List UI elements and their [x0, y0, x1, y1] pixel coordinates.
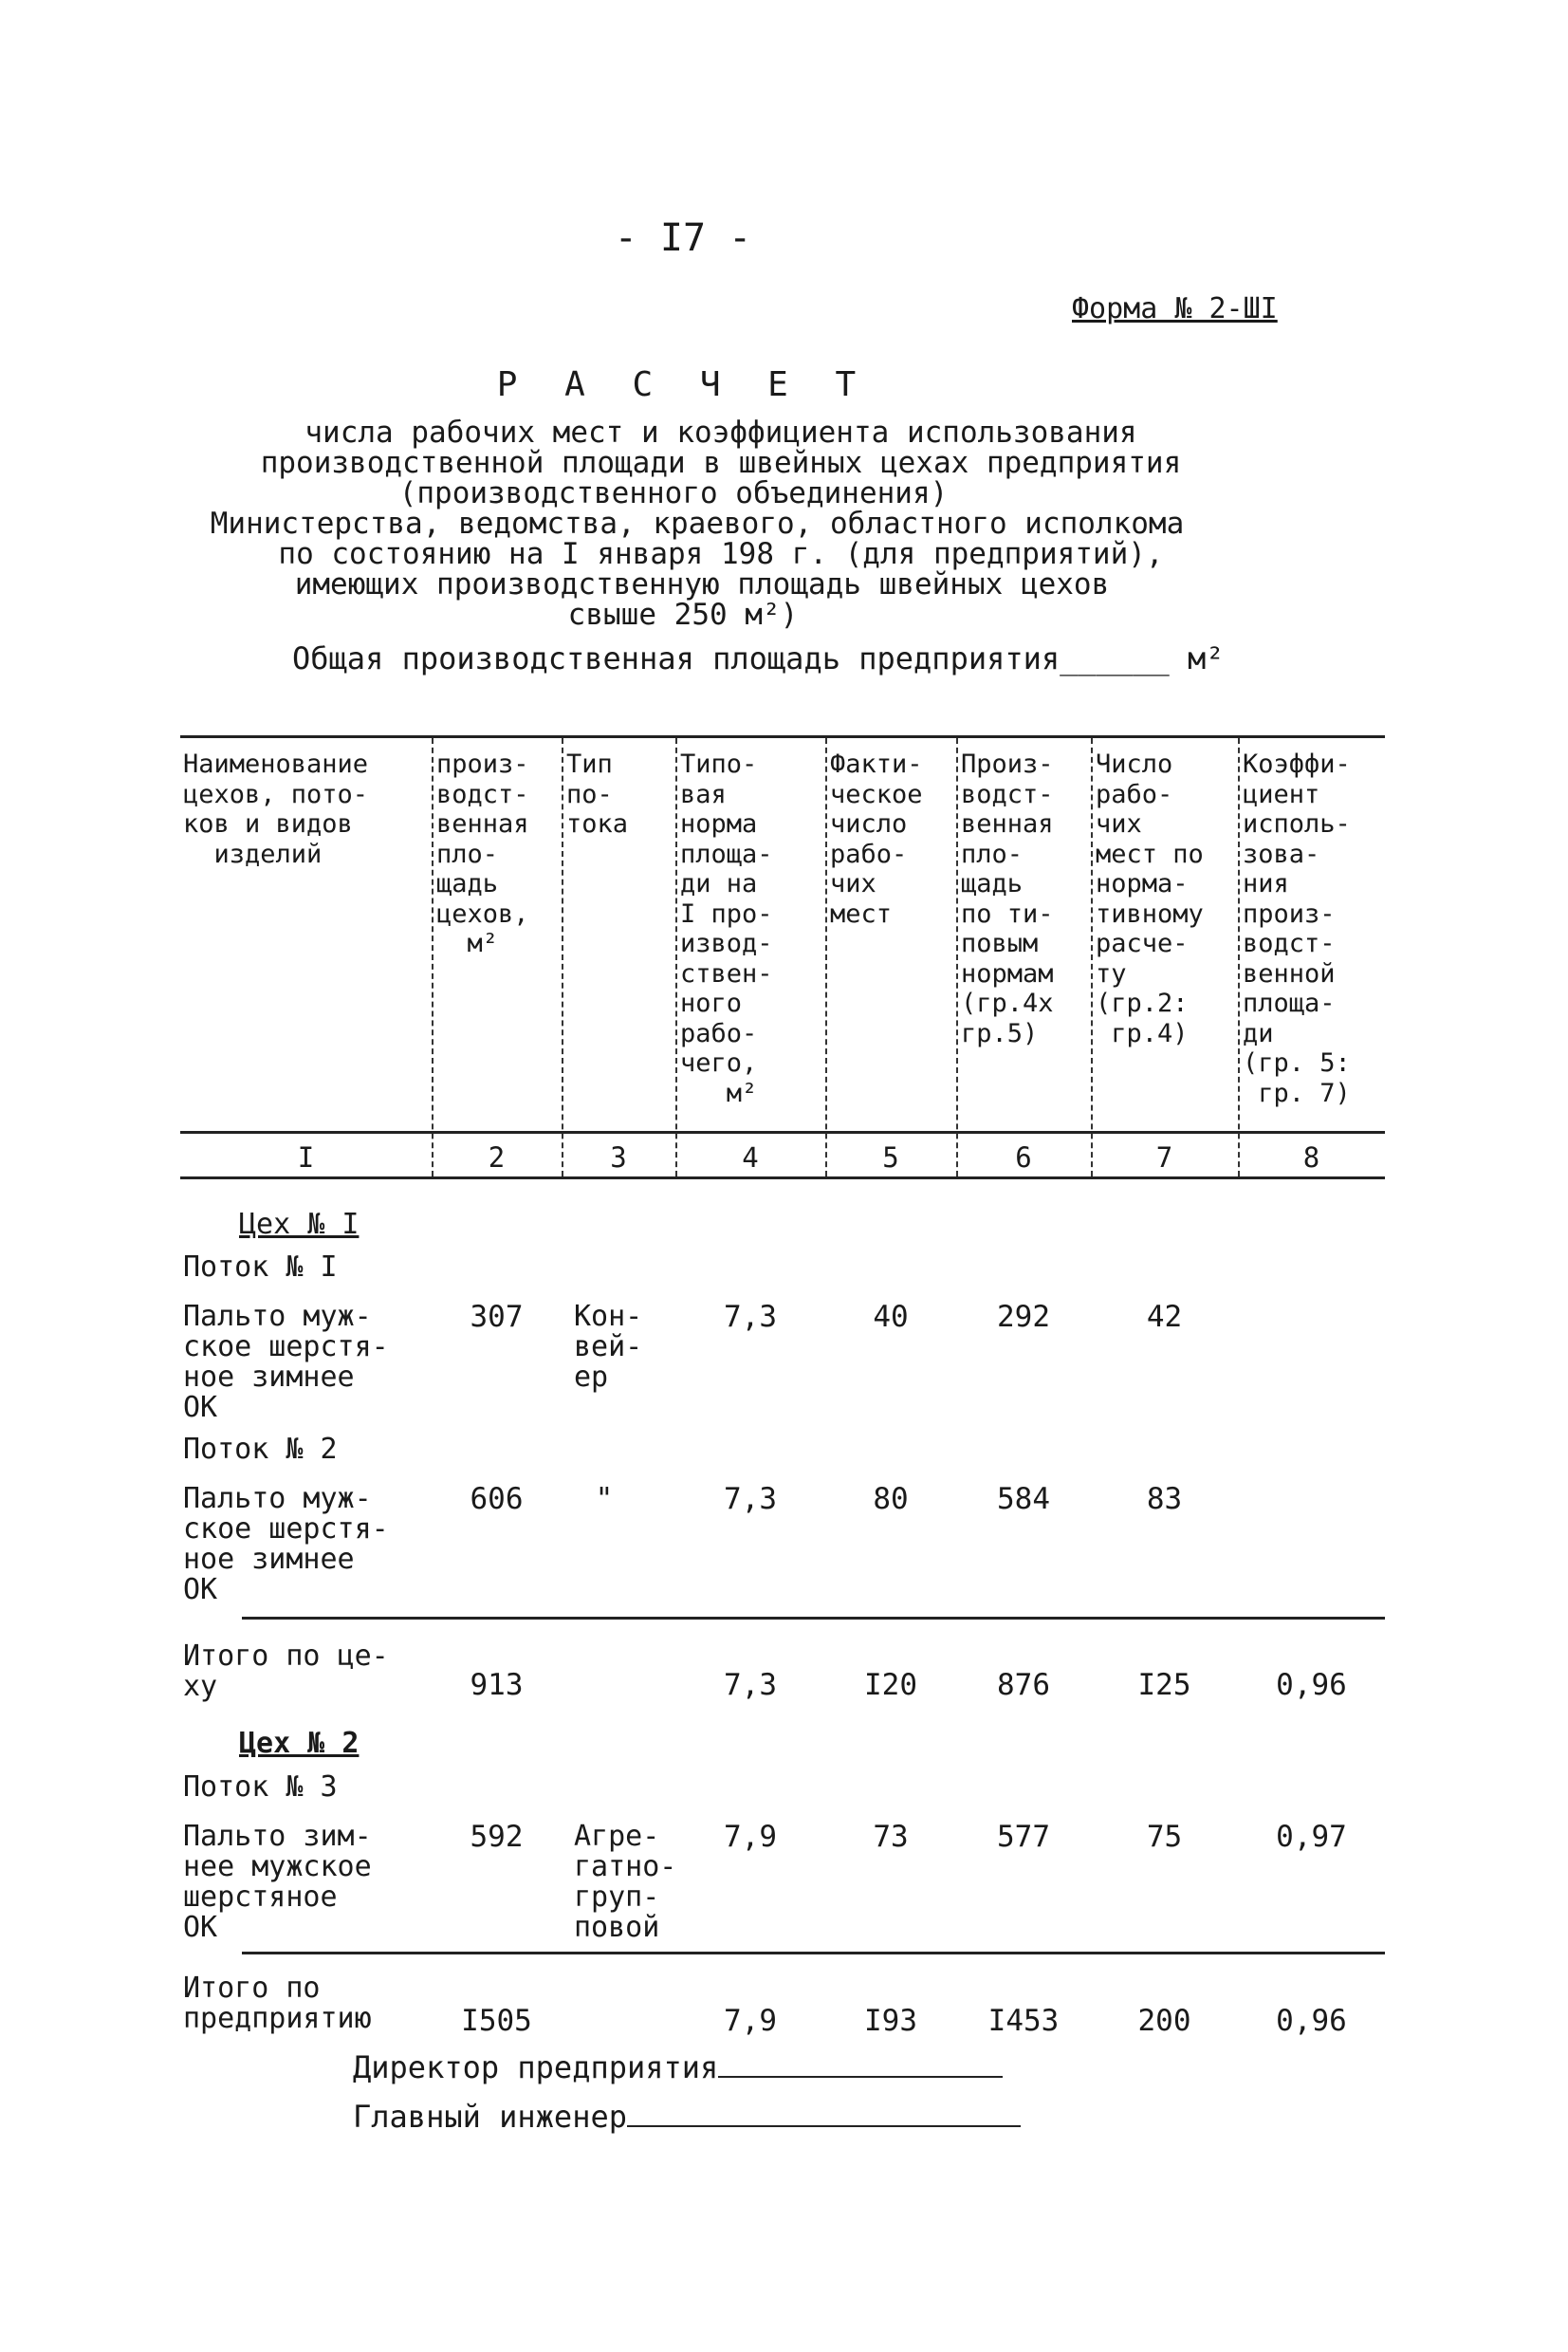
- flow1-item: Пальто муж- ское шерстя- ное зимнее ОК: [183, 1300, 389, 1424]
- enterprise-total-area: I505: [461, 2004, 532, 2038]
- flow1-actual-places: 40: [873, 1300, 909, 1334]
- total-area-label: Общая производственная площадь предприятия______ м²: [292, 640, 1225, 676]
- enterprise-total-calc-places: 200: [1137, 2004, 1191, 2038]
- flow2-calc-places: 83: [1146, 1482, 1183, 1516]
- column-number-8: 8: [1302, 1141, 1320, 1174]
- shop1-total-area: 913: [470, 1668, 524, 1702]
- enterprise-total-norm-area: I453: [987, 2004, 1060, 2038]
- column-divider-1: [432, 738, 434, 1176]
- header-col-6: Произ- водст- венная пло- щадь по ти- повым нормам (гр.4х гр.5): [961, 750, 1054, 1048]
- chief-engineer-signature-line[interactable]: [627, 2125, 1021, 2127]
- enterprise-total-actual-places: I93: [864, 2004, 917, 2038]
- header-col-3: Тип по- тока: [566, 750, 629, 839]
- subtitle-line-2: производственной площади в швейных цехах предприятия: [260, 446, 1182, 480]
- enterprise-total-coefficient: 0,96: [1276, 2004, 1347, 2038]
- flow3-flow-type: Агре- гатно- груп- повой: [574, 1820, 677, 1944]
- flow3-item: Пальто зим- нее мужское шерстяное ОК: [183, 1820, 372, 1944]
- flow3-label: Поток № 3: [183, 1770, 338, 1804]
- header-col-2: произ- водст- венная пло- щадь цехов, м²: [436, 750, 529, 958]
- flow2-flow-type: ": [595, 1482, 614, 1516]
- column-divider-3: [675, 738, 677, 1176]
- column-number-1: I: [297, 1141, 315, 1174]
- column-divider-6: [1091, 738, 1093, 1176]
- flow3-norm: 7,9: [724, 1820, 777, 1854]
- director-signature-line[interactable]: [718, 2076, 1003, 2078]
- column-numbers-rule: [180, 1176, 1385, 1179]
- flow3-calc-places: 75: [1146, 1820, 1183, 1854]
- document-title: Р А С Ч Е Т: [496, 365, 870, 404]
- subtitle-line-1: числа рабочих мест и коэффициента использования: [304, 416, 1137, 450]
- flow1-area: 307: [470, 1300, 524, 1334]
- column-divider-7: [1238, 738, 1240, 1176]
- flow2-norm-area: 584: [997, 1482, 1050, 1516]
- shop1-total-calc-places: I25: [1137, 1668, 1191, 1702]
- chief-engineer-signature: [353, 2099, 1021, 2135]
- enterprise-total-norm: 7,9: [724, 2004, 777, 2038]
- flow3-norm-area: 577: [997, 1820, 1050, 1854]
- column-number-2: 2: [488, 1141, 506, 1174]
- shop1-total-norm: 7,3: [724, 1668, 777, 1702]
- flow1-flow-type: Кон- вей- ер: [574, 1300, 643, 1394]
- flow3-actual-places: 73: [873, 1820, 909, 1854]
- shop1-total-rule: [242, 1617, 1385, 1620]
- column-number-6: 6: [1015, 1141, 1032, 1174]
- header-col-1: Наименование цехов, пото- ков и видов изделий: [183, 750, 369, 869]
- table-top-rule: [180, 735, 1385, 738]
- header-col-7: Число рабо- чих мест по норма- тивному расче- ту (гр.2: гр.4): [1096, 750, 1204, 1048]
- subtitle-line-7: свыше 250 м²): [567, 598, 799, 632]
- subtitle-line-4: Министерства, ведомства, краевого, областного исполкома: [210, 507, 1185, 541]
- column-divider-4: [825, 738, 827, 1176]
- page-number: - I7 -: [614, 216, 752, 260]
- flow2-norm: 7,3: [724, 1482, 777, 1516]
- flow2-label: Поток № 2: [183, 1433, 338, 1466]
- flow1-calc-places: 42: [1146, 1300, 1183, 1334]
- form-number: Форма № 2-ШI: [1072, 292, 1278, 325]
- shop1-total-label: Итого по це- ху: [183, 1639, 389, 1703]
- director-label: Директор предприятия: [353, 2049, 719, 2085]
- flow1-norm-area: 292: [997, 1300, 1050, 1334]
- flow3-coefficient: 0,97: [1276, 1820, 1347, 1854]
- header-col-8: Коэффи- циент исполь- зова- ния произ- водст- венной площа- ди (гр. 5: гр. 7): [1243, 750, 1351, 1108]
- enterprise-total-label: Итого по предприятию: [183, 1972, 372, 2035]
- shop1-heading: Цех № I: [239, 1208, 360, 1241]
- flow1-norm: 7,3: [724, 1300, 777, 1334]
- flow2-area: 606: [470, 1482, 524, 1516]
- column-divider-2: [562, 738, 563, 1176]
- column-number-7: 7: [1155, 1141, 1173, 1174]
- shop1-total-actual-places: I20: [864, 1668, 917, 1702]
- shop1-total-coefficient: 0,96: [1276, 1668, 1347, 1702]
- column-number-4: 4: [742, 1141, 759, 1174]
- flow3-area: 592: [470, 1820, 524, 1854]
- shop1-total-norm-area: 876: [997, 1668, 1050, 1702]
- chief-engineer-label: Главный инженер: [353, 2099, 627, 2135]
- column-number-3: 3: [610, 1141, 627, 1174]
- subtitle-line-6: имеющих производственную площадь швейных цехов: [294, 567, 1110, 602]
- flow1-label: Поток № I: [183, 1250, 338, 1284]
- director-signature: [353, 2049, 1003, 2085]
- subtitle-line-5: по состоянию на I января 198 г. (для предприятий),: [278, 537, 1164, 571]
- header-col-4: Типо- вая норма площа- ди на I про- извод- ствен- ного рабо- чего, м²: [680, 750, 773, 1108]
- flow2-actual-places: 80: [873, 1482, 909, 1516]
- header-bottom-rule: [180, 1131, 1385, 1134]
- subtitle-line-3: (производственного объединения): [398, 476, 949, 510]
- column-divider-5: [956, 738, 958, 1176]
- enterprise-total-rule: [242, 1952, 1385, 1954]
- column-number-5: 5: [882, 1141, 899, 1174]
- shop2-heading: Цех № 2: [239, 1727, 360, 1760]
- flow2-item: Пальто муж- ское шерстя- ное зимнее ОК: [183, 1482, 389, 1606]
- header-col-5: Факти- ческое число рабо- чих мест: [830, 750, 923, 929]
